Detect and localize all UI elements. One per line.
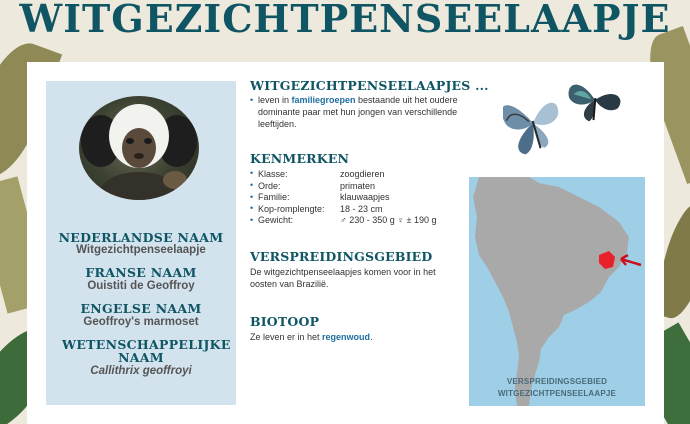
marmoset-photo	[79, 96, 199, 200]
regenwoud-link[interactable]: regenwoud	[322, 332, 371, 342]
range-map	[469, 177, 645, 406]
biotoop-text: Ze leven er in het regenwoud.	[250, 332, 373, 342]
biotoop-heading: BIOTOOP	[250, 314, 320, 329]
kenmerk-value: 18 - 23 cm	[340, 204, 383, 214]
dutch-name-value: Witgezichtpenseelaapje	[76, 244, 206, 256]
intro-bullet: •	[250, 95, 254, 105]
verspreiding-text: De witgezichtpenseelaapjes komen voor in het oosten van Brazilië.	[250, 267, 436, 289]
english-name-value: Geoffroy's marmoset	[83, 316, 199, 328]
english-name-heading: ENGELSE NAAM	[80, 301, 202, 316]
familiegroepen-link[interactable]: familiegroepen	[291, 95, 356, 105]
scientific-name-value: Callithrix geoffroyi	[90, 365, 192, 377]
dutch-name-heading: NEDERLANDSE NAAM	[58, 230, 224, 245]
map-label-line1: VERSPREIDINGSGEBIED	[506, 377, 608, 386]
kenmerk-label: Klasse:	[258, 169, 288, 179]
butterfly-illustration	[503, 78, 633, 158]
french-name-heading: FRANSE NAAM	[85, 265, 197, 280]
kenmerk-value: zoogdieren	[340, 169, 385, 179]
scientific-name-heading: WETENSCHAPPELIJKE NAAM	[62, 337, 231, 365]
french-name-value: Ouistiti de Geoffroy	[87, 280, 195, 292]
map-label-line2: WITGEZICHTPENSEELAAPJE	[497, 389, 617, 398]
kenmerk-value: ♂ 230 - 350 g ♀ ± 190 g	[340, 215, 437, 225]
kenmerken-heading: KENMERKEN	[250, 151, 350, 166]
kenmerk-value: primaten	[340, 181, 376, 191]
verspreiding-heading: VERSPREIDINGSGEBIED	[250, 249, 433, 264]
intro-heading: WITGEZICHTPENSEELAAPJES ...	[250, 78, 489, 93]
kenmerk-label: Familie:	[258, 192, 290, 202]
kenmerk-value: klauwaapjes	[340, 192, 390, 202]
kenmerk-label: Gewicht:	[258, 215, 294, 225]
kenmerk-label: Orde:	[258, 181, 281, 191]
page-title: WITGEZICHTPENSEELAAPJE	[19, 0, 671, 41]
kenmerk-label: Kop-romplengte:	[258, 204, 325, 214]
intro-text: leven in familiegroepen bestaande uit het oudere dominante paar met hun jongen van verschillende leeftijden.	[258, 95, 458, 129]
